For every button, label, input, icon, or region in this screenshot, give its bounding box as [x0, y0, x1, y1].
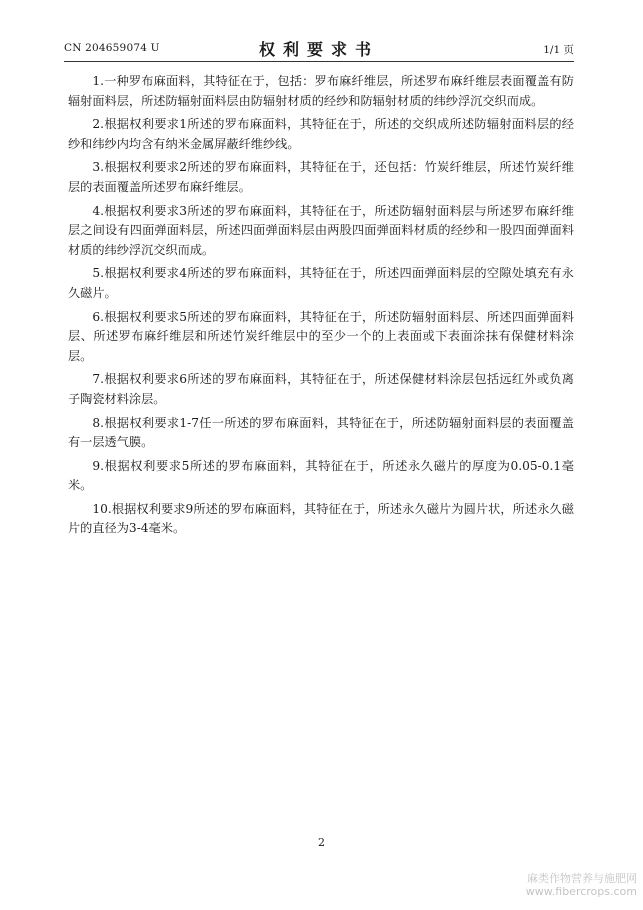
claim-7: 7.根据权利要求6所述的罗布麻面料，其特征在于，所述保健材料涂层包括远红外或负离子陶瓷材料涂层。 — [68, 372, 574, 406]
claims-list — [68, 72, 574, 543]
claim-5: 5.根据权利要求4所述的罗布麻面料，其特征在于，所述四面弹面料层的空隙处填充有永久磁片。 — [68, 266, 574, 300]
watermark-name: 麻类作物营养与施肥网 — [527, 872, 637, 885]
watermark-url: www.fibercrops.com — [525, 885, 637, 898]
document-title: 权利要求书 — [258, 40, 379, 59]
page-number: 2 — [318, 836, 325, 849]
patent-number: CN 204659074 U — [64, 42, 160, 54]
header-divider — [64, 61, 574, 62]
claim-9: 9.根据权利要求5所述的罗布麻面料，其特征在于，所述永久磁片的厚度为0.05-0.1毫米。 — [68, 458, 574, 493]
claim-6: 6.根据权利要求5所述的罗布麻面料，其特征在于，所述防辐射面料层、所述四面弹面料层、所述罗布麻纤维层和所述竹炭纤维层中的至少一个的上表面或下表面涂抹有保健材料涂层。 — [68, 309, 574, 363]
claim-3: 3.根据权利要求2所述的罗布麻面料，其特征在于，还包括：竹炭纤维层，所述竹炭纤维层的表面覆盖所述罗布麻纤维层。 — [68, 160, 574, 194]
claim-1: 1.一种罗布麻面料，其特征在于，包括：罗布麻纤维层，所述罗布麻纤维层表面覆盖有防辐射面料层，所述防辐射面料层由防辐射材质的经纱和防辐射材质的纬纱浮沉交织而成。 — [68, 74, 574, 108]
claim-8: 8.根据权利要求1-7任一所述的罗布麻面料，其特征在于，所述防辐射面料层的表面覆盖有一层透气膜。 — [68, 415, 574, 450]
document-header — [64, 32, 574, 60]
site-watermark — [526, 872, 637, 898]
claim-4: 4.根据权利要求3所述的罗布麻面料，其特征在于，所述防辐射面料层与所述罗布麻纤维层之间设有四面弹面料层，所述四面弹面料层由两股四面弹面料材质的经纱和一股四面弹面料材质的纬纱浮沉交织而成。 — [68, 203, 574, 257]
claim-10: 10.根据权利要求9所述的罗布麻面料，其特征在于，所述永久磁片为圆片状，所述永久磁片的直径为3-4毫米。 — [68, 501, 574, 536]
claim-2: 2.根据权利要求1所述的罗布麻面料，其特征在于，所述的交织成所述防辐射面料层的经纱和纬纱内均含有纳米金属屏蔽纤维纱线。 — [68, 117, 574, 151]
page-indicator: 1/1 页 — [543, 44, 574, 56]
